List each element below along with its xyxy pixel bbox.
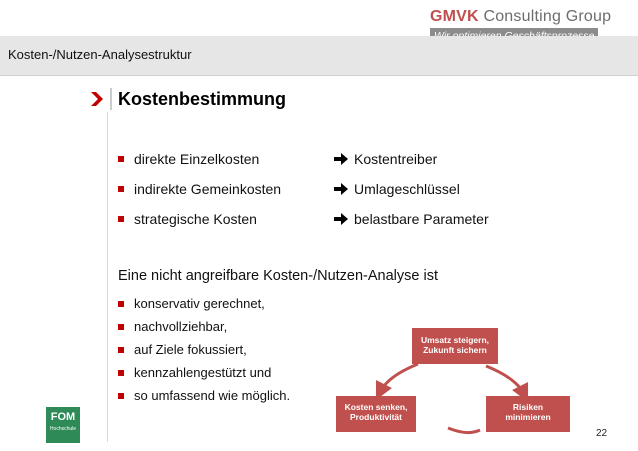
arrow-right-icon [334, 213, 348, 225]
fom-logo-sub: Hochschule [49, 426, 77, 432]
list-item-text: kennzahlengestützt und [134, 365, 272, 380]
list-item [118, 296, 265, 311]
section-heading [90, 88, 286, 110]
list-item [118, 342, 247, 357]
logo-rest: Consulting Group [478, 8, 612, 25]
list-item-text: auf Ziele fokussiert, [134, 342, 247, 357]
cycle-right-line2: minimieren [505, 412, 551, 422]
list-item [334, 211, 489, 227]
heading-divider [110, 88, 112, 110]
cycle-top-line1: Umsatz steigern, [420, 335, 490, 345]
bullet-square-icon [118, 156, 124, 162]
bullet-square-icon [118, 301, 124, 307]
bullet-square-icon [118, 216, 124, 222]
list-item [118, 319, 227, 334]
list-item-text: direkte Einzelkosten [134, 151, 260, 167]
bullet-square-icon [118, 186, 124, 192]
page-number: 22 [596, 428, 608, 439]
bullet-square-icon [118, 347, 124, 353]
list-item-text: indirekte Gemeinkosten [134, 181, 282, 197]
cycle-arc-bottom [448, 428, 480, 433]
cycle-left-line1: Kosten senken, [344, 402, 408, 412]
arrow-right-icon [334, 153, 348, 165]
fom-logo-text: FOM [50, 411, 76, 423]
list-item [118, 388, 290, 403]
list-item-text: Kostentreiber [354, 151, 438, 167]
slide-title: Kosten-/Nutzen-Analysestruktur [8, 47, 192, 62]
logo-name [430, 8, 630, 26]
logo-brand: GMVK [430, 8, 479, 25]
cycle-arc-right [486, 366, 524, 394]
fom-logo [46, 407, 80, 443]
list-item [118, 181, 281, 197]
list-item [334, 151, 437, 167]
bullet-square-icon [118, 324, 124, 330]
section-title: Kostenbestimmung [118, 88, 287, 109]
list-item-text: belastbare Parameter [354, 211, 489, 227]
chevron-right-icon [90, 91, 104, 107]
list-item-text: strategische Kosten [134, 211, 257, 227]
list-item-text: konservativ gerechnet, [134, 296, 265, 311]
analysis-intro: Eine nicht angreifbare Kosten-/Nutzen-Analyse ist [118, 268, 438, 284]
cycle-right-line1: Risiken [512, 402, 544, 412]
header-bar [0, 36, 638, 76]
list-item [118, 151, 259, 167]
cycle-top-line2: Zukunft sichern [423, 345, 487, 355]
list-item [118, 365, 271, 380]
list-item-text: Umlageschlüssel [354, 181, 460, 197]
list-item-text: so umfassend wie möglich. [134, 388, 291, 403]
cycle-arc-left [380, 364, 418, 392]
arrow-right-icon [334, 183, 348, 195]
cycle-left-line2: Produktivität [350, 412, 402, 422]
vertical-divider [107, 112, 108, 442]
list-item [118, 211, 257, 227]
bullet-square-icon [118, 393, 124, 399]
cycle-diagram [318, 320, 638, 450]
list-item-text: nachvollziehbar, [134, 319, 228, 334]
list-item [334, 181, 460, 197]
bullet-square-icon [118, 370, 124, 376]
